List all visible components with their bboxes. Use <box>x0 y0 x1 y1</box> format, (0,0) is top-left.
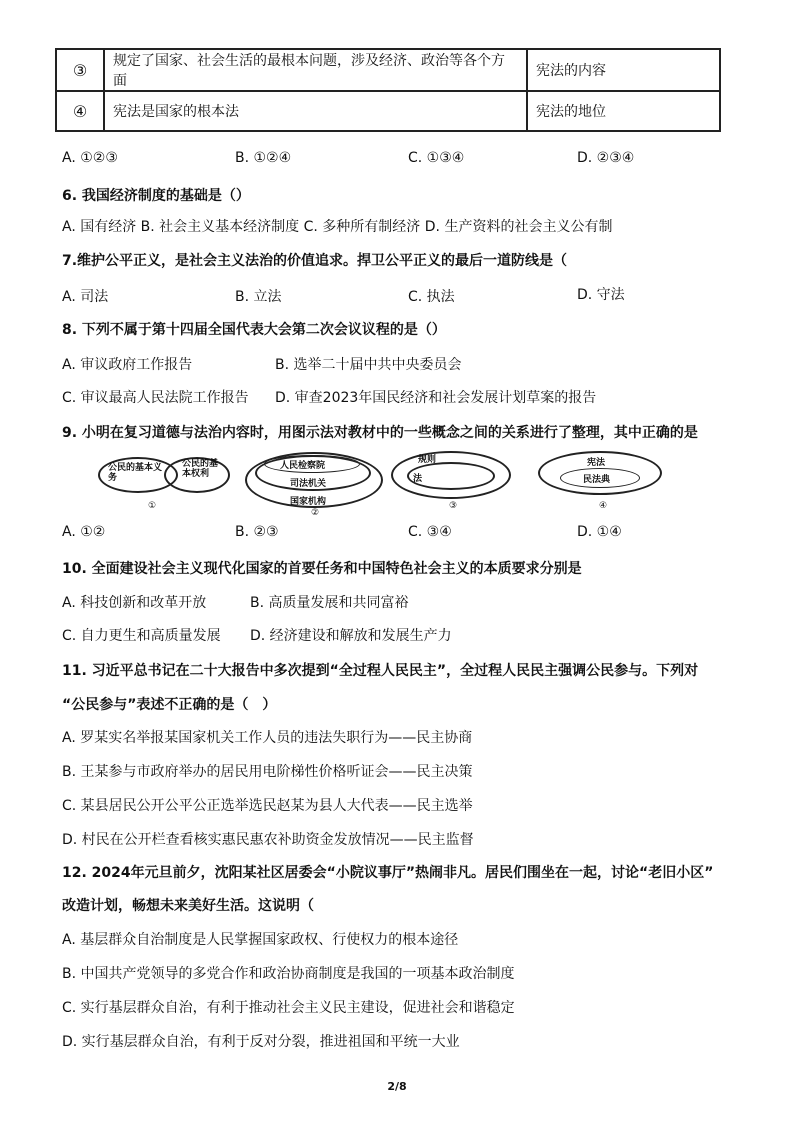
q5-option-d: D. ②③④ <box>577 150 635 166</box>
diagram-2-inner-label: 人民检察院 <box>280 461 326 471</box>
q10-option-a: A. 科技创新和改革开放 <box>62 595 207 611</box>
row-number: ③ <box>56 49 104 91</box>
q9-option-a: A. ①② <box>62 524 106 540</box>
q7-option-d: D. 守法 <box>577 287 625 303</box>
q12-stem-line1: 12. 2024年元旦前夕，沈阳某社区居委会“小院议事厅”热闹非凡。居民们围坐在一起，讨论“老旧小区” <box>62 865 714 881</box>
diagram-2-number: ② <box>311 508 320 518</box>
diagram-1-left-label: 公民的基本义务 <box>108 463 163 483</box>
diagram-3-outer-label: 规则 <box>418 455 437 465</box>
q12-stem-line2: 改造计划，畅想未来美好生活。这说明（ <box>62 898 314 914</box>
q9-option-b: B. ②③ <box>235 524 279 540</box>
q5-option-c: C. ①③④ <box>408 150 465 166</box>
q12-option-c: C. 实行基层群众自治，有利于推动社会主义民主建设，促进社会和谐稳定 <box>62 1000 515 1016</box>
q7-stem: 7.维护公平正义，是社会主义法治的价值追求。捍卫公平正义的最后一道防线是（ <box>62 253 568 269</box>
row-aspect: 宪法的内容 <box>527 49 720 91</box>
q11-option-a: A. 罗某实名举报某国家机关工作人员的违法失职行为——民主协商 <box>62 730 473 746</box>
q11-option-c: C. 某县居民公开公平公正选举选民赵某为县人大代表——民主选举 <box>62 798 473 814</box>
table-row <box>56 91 720 131</box>
q10-option-b: B. 高质量发展和共同富裕 <box>250 595 409 611</box>
q5-option-a: A. ①②③ <box>62 150 118 166</box>
row-content: 规定了国家、社会生活的最根本问题，涉及经济、政治等各个方面 <box>104 49 527 91</box>
q8-option-d: D. 审查2023年国民经济和社会发展计划草案的报告 <box>275 390 597 406</box>
q9-stem: 9. 小明在复习道德与法治内容时，用图示法对教材中的一些概念之间的关系进行了整理，其中正确的是 <box>62 425 698 441</box>
q12-option-b: B. 中国共产党领导的多党合作和政治协商制度是我国的一项基本政治制度 <box>62 966 515 982</box>
q11-option-d: D. 村民在公开栏查看核实惠民惠农补助资金发放情况——民主监督 <box>62 832 474 848</box>
constitution-table <box>55 48 721 132</box>
q6-stem: 6. 我国经济制度的基础是（） <box>62 188 250 204</box>
q12-option-a: A. 基层群众自治制度是人民掌握国家政权、行使权力的根本途径 <box>62 932 459 948</box>
q8-option-a: A. 审议政府工作报告 <box>62 357 193 373</box>
diagram-2-outer-label: 国家机构 <box>290 497 327 507</box>
diagram-4-outer-label: 宪法 <box>587 458 606 468</box>
diagram-2-middle-label: 司法机关 <box>290 479 327 489</box>
q7-option-a: A. 司法 <box>62 289 109 305</box>
diagram-4-number: ④ <box>599 501 608 511</box>
q10-stem: 10. 全面建设社会主义现代化国家的首要任务和中国特色社会主义的本质要求分别是 <box>62 561 582 577</box>
row-content: 宪法是国家的根本法 <box>104 91 527 131</box>
table-row <box>56 49 720 91</box>
q6-options: A. 国有经济 B. 社会主义基本经济制度 C. 多种所有制经济 D. 生产资料的社会主义公有制 <box>62 219 613 235</box>
diagram-1-right-label: 公民的基本权利 <box>182 459 219 479</box>
q7-option-b: B. 立法 <box>235 289 282 305</box>
q5-option-b: B. ①②④ <box>235 150 292 166</box>
q11-stem-line2: “公民参与”表述不正确的是（ ） <box>62 697 277 713</box>
diagram-1-number: ① <box>148 501 157 511</box>
q10-option-d: D. 经济建设和解放和发展生产力 <box>250 628 452 644</box>
q9-option-d: D. ①④ <box>577 524 622 540</box>
diagram-3-inner-label: 法 <box>413 474 423 484</box>
row-number: ④ <box>56 91 104 131</box>
q7-option-c: C. 执法 <box>408 289 455 305</box>
q9-option-c: C. ③④ <box>408 524 452 540</box>
diagram-4-inner-label: 民法典 <box>583 475 611 485</box>
diagram-3-number: ③ <box>449 501 458 511</box>
q12-option-d: D. 实行基层群众自治，有利于反对分裂，推进祖国和平统一大业 <box>62 1034 460 1050</box>
page-number: 2/8 <box>387 1080 407 1093</box>
q11-option-b: B. 王某参与市政府举办的居民用电阶梯性价格听证会——民主决策 <box>62 764 473 780</box>
q10-option-c: C. 自力更生和高质量发展 <box>62 628 221 644</box>
row-aspect: 宪法的地位 <box>527 91 720 131</box>
q8-option-c: C. 审议最高人民法院工作报告 <box>62 390 249 406</box>
q8-stem: 8. 下列不属于第十四届全国代表大会第二次会议议程的是（） <box>62 322 446 338</box>
q8-option-b: B. 选举二十届中共中央委员会 <box>275 357 462 373</box>
q11-stem-line1: 11. 习近平总书记在二十大报告中多次提到“全过程人民民主”，全过程人民民主强调公民参与。下列对 <box>62 663 699 679</box>
